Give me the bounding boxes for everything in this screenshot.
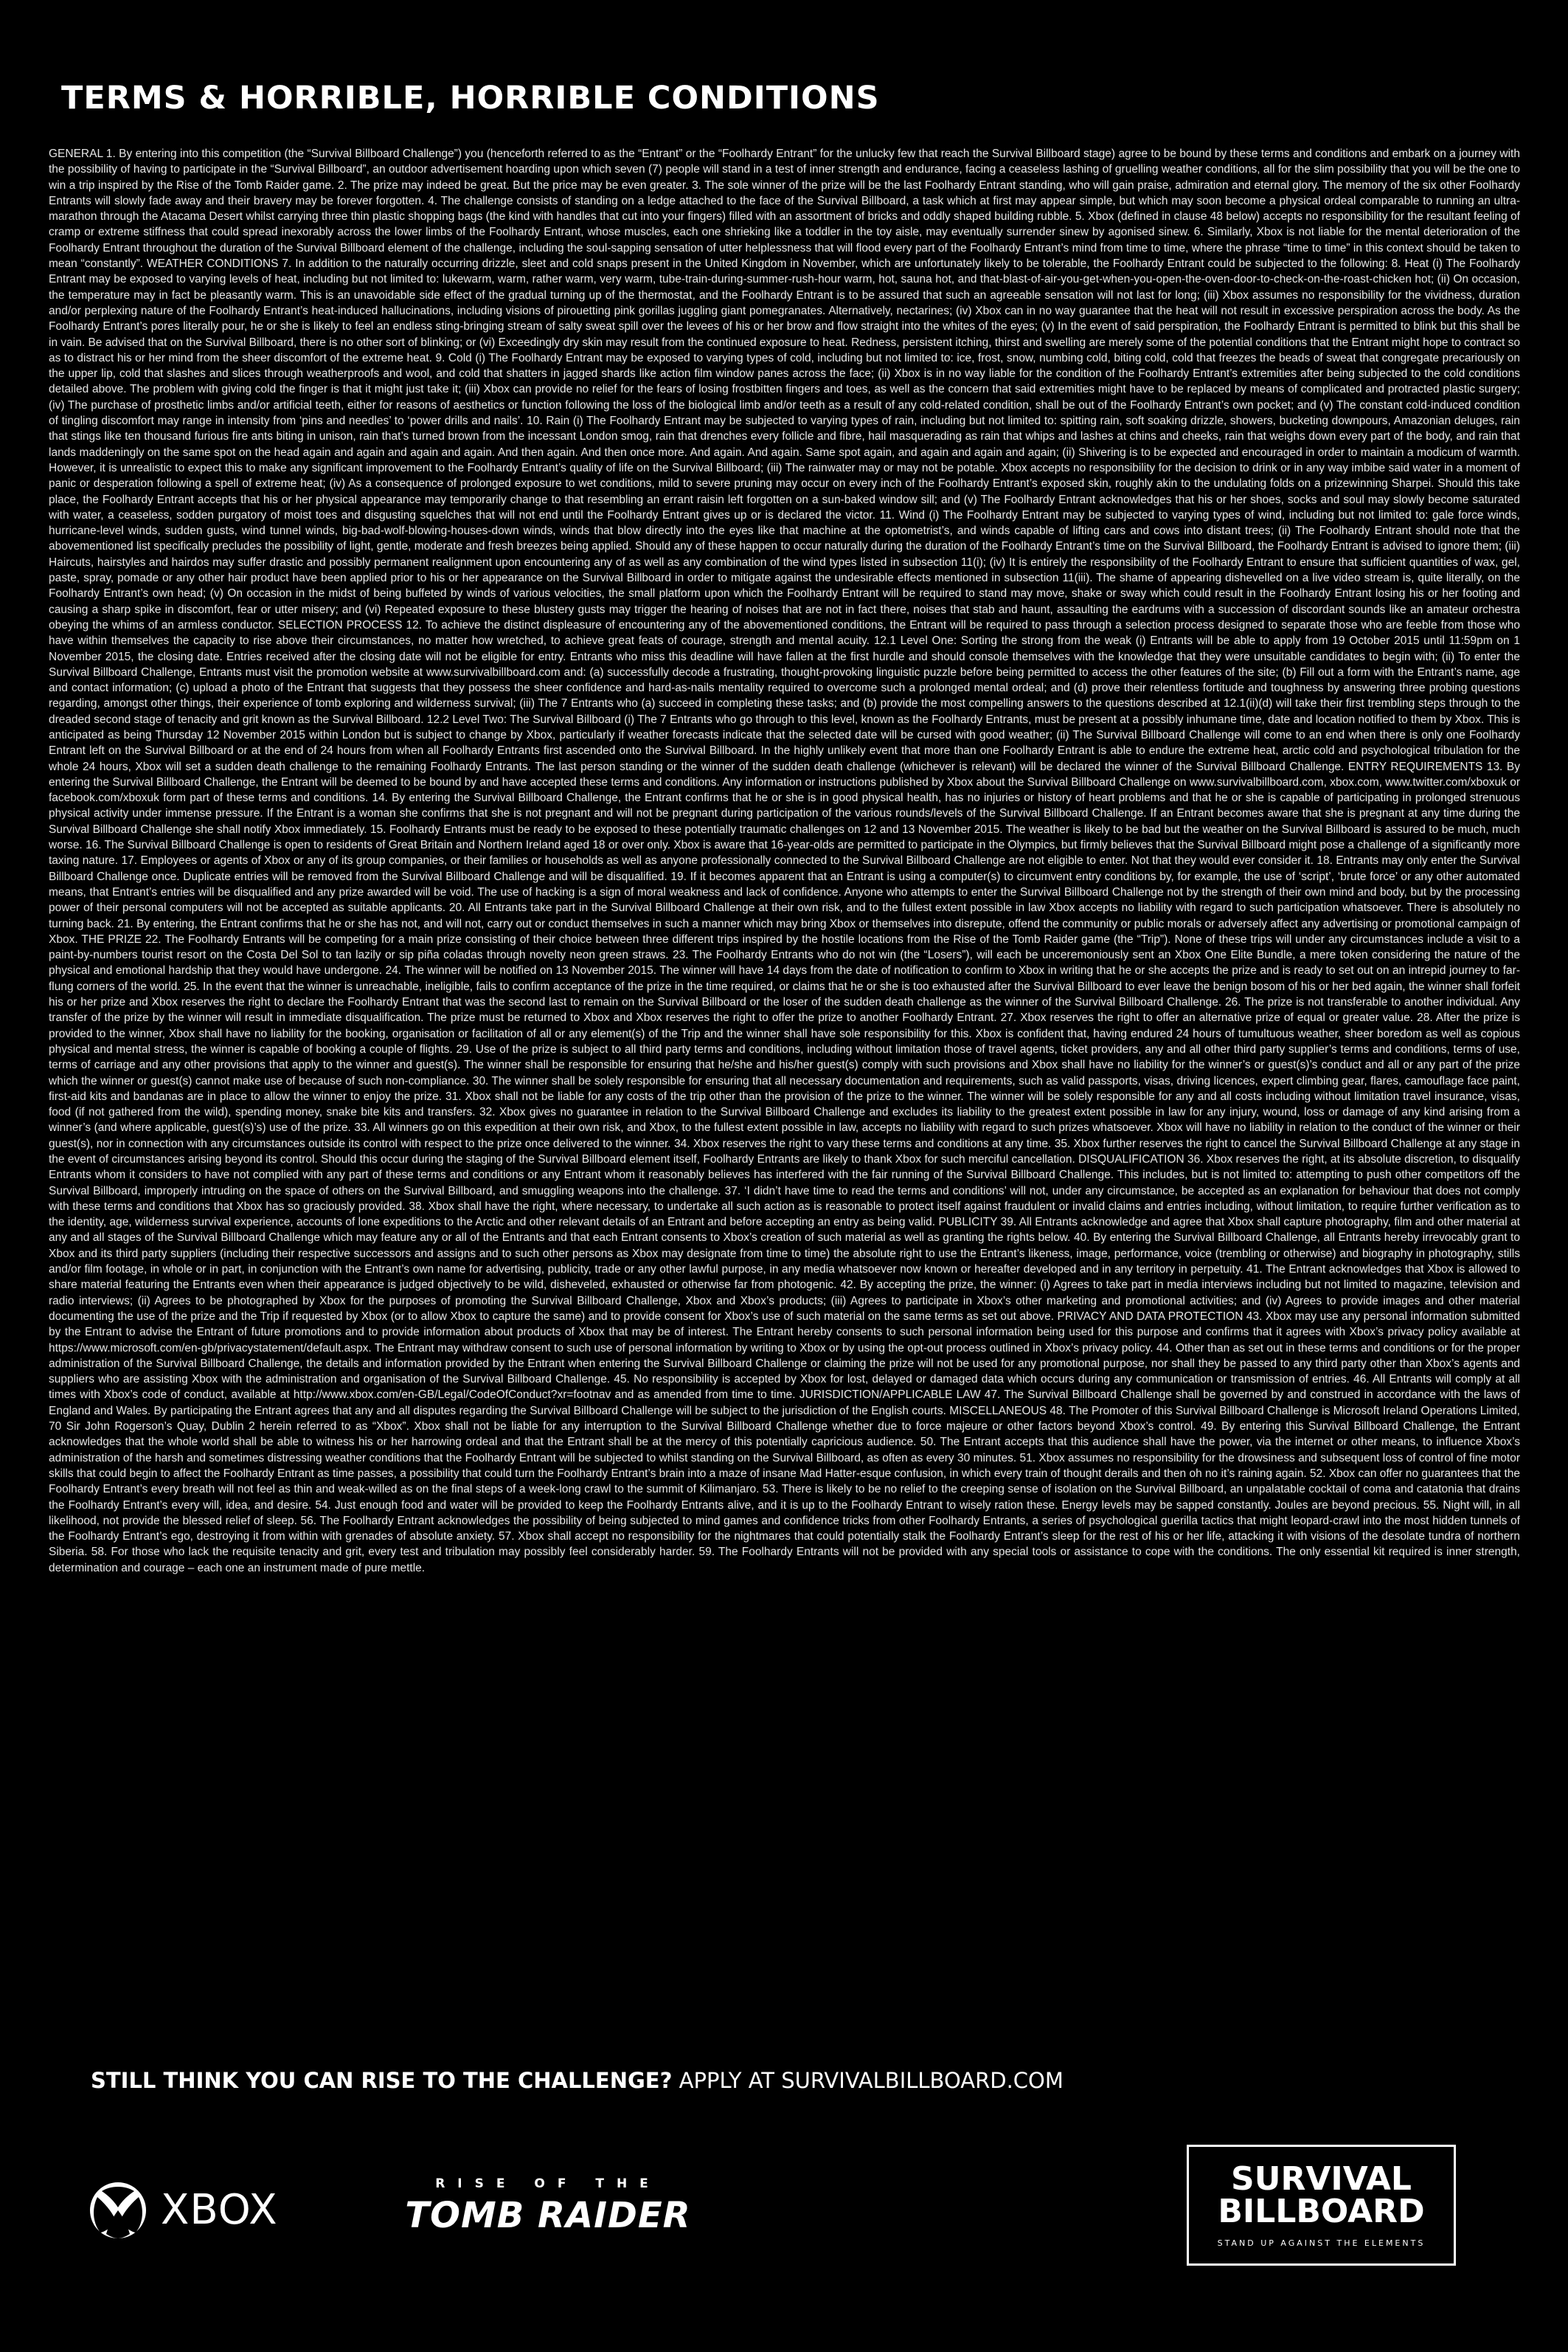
terms-body: GENERAL 1. By entering into this competition (the “Survival Billboard Challenge”) you (henceforth referred to as the “Entrant” or the “Foolhardy Entrant” for the unlucky few that reach the Survival Billboard stage) agree to be bound by these terms and conditions and embark on a journey with the possibility of having to participate in the “Survival Billboard”, an outdoor advertisement hoarding upon which seven (7) people will stand in a test of inner strength and endurance, facing a ceaseless lashing of gruelling weather conditions, all for the slim possibility that you will be the one to win a trip inspired by the Rise of the Tomb Raider game. 2. The prize may indeed be great. But the price may be even greater. 3. The sole winner of the prize will be the last Foolhardy Entrant standing, who will gain praise, admiration and eternal glory. The memory of the six other Foolhardy Entrants will slowly fade away and their bravery may be forever forgotten. 4. The challenge consists of standing on a ledge attached to the face of the Survival Billboard, a task which at first may appear simple, but which may soon become a physical ordeal comparable to running an ultra-marathon through the Atacama Desert whilst carrying three thin plastic shopping bags (the kind with handles that cut into your fingers) filled with an assortment of bricks and oddly shaped building rubble. 5. Xbox (defined in clause 48 below) accepts no responsibility for the resultant feeling of cramp or extreme stiffness that could spread inexorably across the lower limbs of the Foolhardy Entrant, whose muscles, each one shrieking like a toddler in the toy aisle, may eventually surrender sinew by agonised sinew. 6. Similarly, Xbox is not liable for the mental deterioration of the Foolhardy Entrant throughout the duration of the Survival Billboard element of the challenge, including the soul-sapping sensation of utter helplessness that will flood every part of the Foolhardy Entrant’s mind from time to time, where the phrase “time to time” in this context should be taken to mean “constantly”. WEATHER CONDITIONS 7. In addition to the naturally occurring drizzle, sleet and cold snaps present in the United Kingdom in November, which are unfortunately likely to be tolerable, the Foolhardy Entrant could be subjected to the following: 8. Heat (i) The Foolhardy Entrant may be exposed to varying levels of heat, including but not limited to: lukewarm, warm, rather warm, very warm, tube-train-during-summer-rush-hour warm, hot, sauna hot, and that-blast-of-air-you-get-when-you-open-the-oven-door-to-check-on-the-roast-chicken hot; (ii) On occasion, the temperature may in fact be pleasantly warm. This is an unavoidable side effect of the gradual turning up of the thermostat, and the Foolhardy Entrant is to be assured that such an agreeable sensation will not last for long; (iii) Xbox assumes no responsibility for the vividness, duration and/or perplexing nature of the Foolhardy Entrant’s heat-induced hallucinations, including visions of pirouetting pink gorillas juggling giant pomegranates. Alternatively, nectarines; (iv) Xbox can in no way guarantee that the heat will not result in excessive perspiration across the body. As the Foolhardy Entrant’s pores literally pour, he or she is likely to feel an endless sting-bringing stream of salty sweat spill over the levees of his or her brow and flow straight into the whites of the eyes; (v) In the event of said perspiration, the Foolhardy Entrant is permitted to blink but this shall be in vain. Be advised that on the Survival Billboard, there is no other sort of blinking; or (vi) Exceedingly dry skin may result from the continued exposure to heat. Redness, persistent itching, thirst and swelling are merely some of the potential conditions that the Entrant might hope to contract so as to distract his or her mind from the sheer discomfort of the extreme heat. 9. Cold (i) The Foolhardy Entrant may be exposed to varying types of cold, including but not limited to: ice, frost, snow, numbing cold, biting cold, cold that freezes the beads of sweat that congregate precariously on the upper lip, cold that slashes and slices through weatherproofs and wool, and cold that shatters in jagged shards like action film window panes across the face; (ii) Xbox is in no way liable for the condition of the Foolhardy Entrant’s extremities after being subjected to the cold conditions detailed above. The problem with giving cold the finger is that it might just take it; (iii) Xbox can provide no relief for the fears of losing frostbitten fingers and toes, as well as the concern that said extremities might have to be replaced by means of complicated and protracted plastic surgery; (iv) The purchase of prosthetic limbs and/or artificial teeth, either for reasons of aesthetics or function following the loss of the biological limb and/or teeth as a result of any cold-related condition, shall be out of the Foolhardy Entrant’s own pocket; and (v) The constant cold-induced condition of tingling discomfort may range in intensity from ‘pins and needles’ to ‘power drills and nails’. 10. Rain (i) The Foolhardy Entrant may be subjected to varying types of rain, including but not limited to: spitting rain, soft soaking drizzle, showers, bucketing downpours, Amazonian deluges, rain that stings like ten thousand furious fire ants biting in unison, rain that’s turned brown from the incessant London smog, rain that drenches every follicle and fibre, hail masquerading as rain that whips and lashes at chins and cheeks, rain that weighs down every part of the body, and rain that lands maddeningly on the same spot on the head again and again and again and again. And then again. And then once more. And again. And again. Same spot again, and again and again and again; (ii) Shivering is to be expected and encouraged in order to maintain a modicum of warmth. However, it is unrealistic to expect this to make any significant improvement to the Foolhardy Entrant’s quality of life on the Survival Billboard; (iii) The rainwater may or may not be potable. Xbox accepts no responsibility for the decision to drink or in any way imbibe said water in a moment of panic or desperation following a spell of extreme heat; (iv) As a consequence of prolonged exposure to wet conditions, mild to severe pruning may occur on every inch of the Foolhardy Entrant’s exposed skin, roughly akin to the undulating folds on a prizewinning Sharpei. Should this take place, the Foolhardy Entrant accepts that his or her physical appearance may temporarily change to that resembling an errant raisin left forgotten on a sun-baked window sill; and (v) The Foolhardy Entrant acknowledges that his or her shoes, socks and soul may slowly become saturated with water, a ceaseless, sodden purgatory of moist toes and disgusting squelches that will not end until the Foolhardy Entrant gives up or is declared the victor. 11. Wind (i) The Foolhardy Entrant may be subjected to varying types of wind, including but not limited to: gale force winds, hurricane-level winds, sudden gusts, wind tunnel winds, big-bad-wolf-blowing-houses-down winds, winds that blow directly into the eyes like that machine at the optometrist’s, and winds capable of lifting cars and cows into distant trees; (ii) The Foolhardy Entrant should note that the abovementioned list specifically precludes the possibility of light, gentle, moderate and fresh breezes being applied. Should any of these happen to occur naturally during the duration of the Foolhardy Entrant’s time on the Survival Billboard, the Foolhardy Entrant is advised to ignore them; (iii) Haircuts, hairstyles and hairdos may suffer drastic and possibly permanent realignment upon encountering any of as well as any combination of the wind types listed in subsection 11(i); (iv) It is entirely the responsibility of the Foolhardy Entrant to ensure that sufficient quantities of wax, gel, paste, spray, pomade or any other hair product have been applied prior to his or her appearance on the Survival Billboard in order to mitigate against the undesirable effects mentioned in subsection 11(iii). The shame of appearing dishevelled on a live video stream is, quite literally, on the Foolhardy Entrant’s own head; (v) On occasion in the midst of being buffeted by winds of various velocities, the small platform upon which the Foolhardy Entrant will be required to stand may move, shake or sway which could result in the Foolhardy Entrant losing his or her footing and causing a sharp spike in discomfort, fear or utter misery; and (vi) Repeated exposure to these blustery gusts may trigger the hearing of noises that are not in fact there, noises that stab and haunt, assaulting the eardrums with a succession of discordant sounds like an amateur orchestra obeying the whims of an armless conductor. SELECTION PROCESS 12. To achieve the distinct displeasure of encountering any of the abovementioned conditions, the Entrant will be required to pass through a selection process designed to separate those who are feeble from those who have within themselves the capacity to rise above their circumstances, no matter how wretched, to achieve great feats of courage, strength and mental acuity. 12.1 Level One: Sorting the strong from the weak (i) Entrants will be able to apply from 19 October 2015 until 11:59pm on 1 November 2015, the closing date. Entries received after the closing date will not be eligible for entry. Entrants who miss this deadline will have fallen at the first hurdle and should console themselves with the knowledge that they were unsuitable candidates to begin with; (ii) To enter the Survival Billboard Challenge, Entrants must visit the promotion website at www.survivalbillboard.com and: (a) successfully decode a frustrating, thought-provoking linguistic puzzle before being permitted to access the other features of the site; (b) Fill out a form with the Entrant’s name, age and contact information; (c) upload a photo of the Entrant that suggests that they possess the sheer confidence and hard-as-nails mentality required to overcome such a prolonged mental ordeal; and (d) prove their relentless fortitude and toughness by answering three probing questions regarding, amongst other things, their experience of tomb exploring and wilderness survival; (iii) The 7 Entrants who (a) succeed in completing these tasks; and (b) provide the most compelling answers to the questions described at 12.1(ii)(d) will take their first trembling steps through to the dreaded second stage of tenacity and grit known as the Survival Billboard. 12.2 Level Two: The Survival Billboard (i) The 7 Entrants who go through to this level, known as the Foolhardy Entrants, must be present at a possibly inhumane time, date and location notified to them by Xbox. This is anticipated as being Thursday 12 November 2015 within London but is subject to change by Xbox, particularly if weather forecasts indicate that the selected date will be cursed with good weather; (ii) The Survival Billboard Challenge will come to an end when there is only one Foolhardy Entrant left on the Survival Billboard or at the end of 24 hours from when all Foolhardy Entrants first ascended onto the Survival Billboard. In the highly unlikely event that more than one Foolhardy Entrant is able to endure the extreme heat, arctic cold and psychological tribulation for the whole 24 hours, Xbox will set a sudden death challenge to the remaining Foolhardy Entrants. The last person standing or the winner of the sudden death challenge (whichever is relevant) will be declared the winner of the Survival Billboard Challenge. ENTRY REQUIREMENTS 13. By entering the Survival Billboard Challenge, the Entrant will be deemed to be bound by and have accepted these terms and conditions. Any information or instructions published by Xbox about the Survival Billboard Challenge on www.survivalbillboard.com, xbox.com, www.twitter.com/xboxuk or facebook.com/xboxuk form part of these terms and conditions. 14. By entering the Survival Billboard Challenge, the Entrant confirms that he or she is in good physical health, has no injuries or history of heart problems and that he or she is capable of participating in prolonged strenuous physical activity under immense pressure. If the Entrant is a woman she confirms that she is not pregnant and will not be pregnant during participation of the various rounds/levels of the Survival Billboard Challenge. If an Entrant becomes aware that she is pregnant at any time during the Survival Billboard Challenge she shall notify Xbox immediately. 15. Foolhardy Entrants must be ready to be exposed to these potentially traumatic challenges on 12 and 13 November 2015. The weather is likely to be bad but the weather on the Survival Billboard is assured to be much, much worse. 16. The Survival Billboard Challenge is open to residents of Great Britain and Northern Ireland aged 18 or over only. Xbox is aware that 16-year-olds are permitted to participate in the Olympics, but firmly believes that the Survival Billboard might pose a challenge of a significantly more taxing nature. 17. Employees or agents of Xbox or any of its group companies, or their families or households as well as anyone professionally connected to the Survival Billboard Challenge are not eligible to enter. Not that they would ever consider it. 18. Entrants may only enter the Survival Billboard Challenge once. Duplicate entries will be removed from the Survival Billboard Challenge and will be disqualified. 19. If it becomes apparent that an Entrant is using a computer(s) to circumvent entry conditions by, for example, the use of ‘script’, ‘brute force’ or any other automated means, that Entrant’s entries will be disqualified and any prize awarded will be void. The use of hacking is a sign of moral weakness and lack of confidence. Anyone who attempts to enter the Survival Billboard Challenge not by the strength of their own mind and body, but by the processing power of their personal computers will not be accepted as suitable applicants. 20. All Entrants take part in the Survival Billboard Challenge at their own risk, and to the fullest extent possible in law Xbox accepts no liability with regard to such participation whatsoever. There is absolutely no turning back. 21. By entering, the Entrant confirms that he or she has not, and will not, carry out or conduct themselves in such a manner which may bring Xbox or themselves into disrepute, offend the community or public morals or adversely affect any advertising or promotional campaign of Xbox. THE PRIZE 22. The Foolhardy Entrants will be competing for a main prize consisting of their choice between three different trips inspired by the hostile locations from the Rise of the Tomb Raider game (the “Trip”). None of these trips will under any circumstances include a visit to a paint-by-numbers tourist resort on the Costa Del Sol to tan lazily or sip piña coladas through novelty neon green straws. 23. The Foolhardy Entrants who do not win (the “Losers”), will each be unceremoniously sent an Xbox One Elite Bundle, a mere token considering the nature of the physical and emotional hardship that they would have undergone. 24. The winner will be notified on 13 November 2015. The winner will have 14 days from the date of notification to confirm to Xbox in writing that he or she accepts the prize and is ready to set out on an intrepid journey to far-flung corners of the world. 25. In the event that the winner is unreachable, ineligible, fails to confirm acceptance of the prize in the time required, or claims that he or she is too exhausted after the Survival Billboard to ever leave the benign bosom of his or her bed again, the winner shall forfeit his or her prize and Xbox reserves the right to declare the Foolhardy Entrant that was the second last to remain on the Survival Billboard or the loser of the sudden death challenge as the winner of the Survival Billboard Challenge. 26. The prize is not transferable to another individual. Any transfer of the prize by the winner will result in immediate disqualification. The prize must be returned to Xbox and Xbox reserves the right to offer the prize to another Foolhardy Entrant. 27. Xbox reserves the right to offer an alternative prize of equal or greater value. 28. After the prize is provided to the winner, Xbox shall have no liability for the booking, organisation or facilitation of all or any element(s) of the Trip and the winner shall have sole responsibility for this. Xbox is confident that, having endured 24 hours of tumultuous weather, sheer boredom as well as copious physical and mental stress, the winner is capable of booking a couple of flights. 29. Use of the prize is subject to all third party terms and conditions, including without limitation those of travel agents, ticket providers, any and all other third party supplier’s terms and conditions, terms of use, terms of carriage and any other provisions that apply to the winner and guest(s). The winner shall be responsible for ensuring that he/she and his/her guest(s) comply with such provisions and Xbox shall have no liability for the winner’s or guest(s)’s conduct and all or any part of the prize which the winner or guest(s) cannot make use of because of such non-compliance. 30. The winner shall be solely responsible for ensuring that all necessary documentation and requirements, such as valid passports, visas, driving licences, expert climbing gear, flares, camouflage face paint, first-aid kits and bandanas are in place to allow the winner to enjoy the prize. 31. Xbox shall not be liable for any costs of the trip other than the provision of the prize to the winner. The winner will be solely responsible for any and all costs including without limitation travel insurance, visas, food (if not gathered from the wild), spending money, snake bite kits and transfers. 32. Xbox gives no guarantee in relation to the Survival Billboard Challenge and excludes its liability to the greatest extent possible in law for any injury, wound, loss or damage of any kind arising from a winner’s (and where applicable, guest(s)’s) use of the prize. 33. All winners go on this expedition at their own risk, and Xbox, to the fullest extent possible in law, accepts no liability with regard to such prizes whatsoever. Xbox will have no liability in relation to the conduct of the winner or their guest(s), nor in connection with any circumstances outside its control with respect to the prize once delivered to the winner. 34. Xbox reserves the right to vary these terms and conditions at any time. 35. Xbox further reserves the right to cancel the Survival Billboard Challenge at any stage in the event of circumstances arising beyond its control. Should this occur during the staging of the Survival Billboard element itself, Foolhardy Entrants are likely to thank Xbox for such merciful cancellation. DISQUALIFICATION 36. Xbox reserves the right, at its absolute discretion, to disqualify Entrants whom it considers to have not complied with any part of these terms and conditions or any Entrant whom it reasonably believes has interfered with the fair running of the Survival Billboard Challenge. This includes, but is not limited to: attempting to push other competitors off the Survival Billboard, improperly intruding on the space of others on the Survival Billboard, and smuggling weapons into the challenge. 37. ‘I didn’t have time to read the terms and conditions’ will not, under any circumstance, be accepted as an explanation for behaviour that does not comply with these terms and conditions that Xbox has so graciously provided. 38. Xbox shall have the right, where necessary, to undertake all such action as is reasonable to protect itself against fraudulent or invalid claims and entries including, without limitation, to require further verification as to the identity, age, wilderness survival experience, accounts of lone expeditions to the Arctic and other relevant details of an Entrant and before accepting an entry as being valid. PUBLICITY 39. All Entrants acknowledge and agree that Xbox shall capture photography, film and other material at any and all stages of the Survival Billboard Challenge which may feature any or all of the Entrants and that each Entrant consents to Xbox’s creation of such material as well as granting the rights below. 40. By entering the Survival Billboard Challenge, all Entrants hereby irrevocably grant to Xbox and its third party suppliers (including their respective successors and assigns and to such other persons as Xbox may designate from time to time) the absolute right to use the Entrant’s likeness, image, performance, voice (trembling or otherwise) and biography in photography, stills and/or film footage, in whole or in part, in conjunction with the Entrant’s own name for advertising, publicity, trade or any other lawful purpose, in any media whatsoever now known or hereafter developed and in any territory in perpetuity. 41. The Entrant acknowledges that Xbox is allowed to share material featuring the Entrants even when their appearance is judged objectively to be wild, disheveled, exhausted or otherwise far from photogenic. 42. By accepting the prize, the winner: (i) Agrees to take part in media interviews including but not limited to magazine, television and radio interviews; (ii) Agrees to be photographed by Xbox for the purposes of promoting the Survival Billboard Challenge, Xbox and Xbox’s products; (iii) Agrees to participate in Xbox’s other marketing and promotional activities; and (iv) Agrees to provide images and other material documenting the use of the prize and the Trip if requested by Xbox (or to allow Xbox to capture the same) and to provide consent for Xbox’s use of such material on the same terms as set out above. PRIVACY AND DATA PROTECTION 43. Xbox may use any personal information submitted by the Entrant to advise the Entrant of future promotions and to provide information about products of Xbox that may be of interest. The Entrant hereby consents to such personal information being used for this purpose and confirms that it agrees with Xbox’s privacy policy available at https://www.microsoft.com/en-gb/privacystatement/default.aspx. The Entrant may withdraw consent to such use of personal information by writing to Xbox or by using the opt-out process outlined in Xbox’s privacy policy. 44. Other than as set out in these terms and conditions or for the proper administration of the Survival Billboard Challenge, the details and information provided by the Entrant when entering the Survival Billboard Challenge or claiming the prize will not be used for any promotional purpose, nor shall they be passed to any third party other than Xbox’s agents and suppliers who are assisting Xbox with the administration and organisation of the Survival Billboard Challenge. 45. No responsibility is accepted by Xbox for lost, delayed or damaged data which occurs during any communication or transmission of entries. 46. All Entrants will comply at all times with Xbox’s code of conduct, available at http://www.xbox.com/en-GB/Legal/CodeOfConduct?xr=footnav and as amended from time to time. JURISDICTION/APPLICABLE LAW 47. The Survival Billboard Challenge shall be governed by and construed in accordance with the laws of England and Wales. By participating the Entrant agrees that any and all disputes regarding the Survival Billboard Challenge will be subject to the jurisdiction of the English courts. MISCELLANEOUS 48. The Promoter of this Survival Billboard Challenge is Microsoft Ireland Operations Limited, 70 Sir John Rogerson’s Quay, Dublin 2 herein referred to as “Xbox”. Xbox shall not be liable for any interruption to the Survival Billboard Challenge whether due to force majeure or other factors beyond Xbox’s control. 49. By entering this Survival Billboard Challenge, the Entrant acknowledges that the whole world shall be able to witness his or her harrowing ordeal and that the Entrant shall be at the mercy of this potentially capricious audience. 50. The Entrant accepts that this audience shall have the power, via the internet or other means, to influence Xbox’s administration of the harsh and sometimes distressing weather conditions that the Foolhardy Entrant will be subjected to whilst standing on the Survival Billboard, as often as every 30 minutes. 51. Xbox assumes no responsibility for the drowsiness and subsequent loss of control of fine motor skills that could begin to affect the Foolhardy Entrant as time passes, a possibility that could turn the Foolhardy Entrant’s brain into a maze of insane Mad Hatter-esque confusion, in which every train of thought derails and then oh no it’s raining again. 52. Xbox can offer no guarantees that the Foolhardy Entrant’s every breath will not feel as thin and weak-willed as on the final steps of a week-long crawl to the summit of Kilimanjaro. 53. There is likely to be no relief to the creeping sense of isolation on the Survival Billboard, an unpalatable cocktail of coma and catatonia that drains the Foolhardy Entrant’s every will, idea, and desire. 54. Just enough food and water will be provided to keep the Foolhardy Entrants alive, and it is up to the Foolhardy Entrant to wisely ration these. Energy levels may be sapped constantly. Joules are beyond precious. 55. Night will, in all likelihood, not provide the blessed relief of sleep. 56. The Foolhardy Entrant acknowledges the possibility of being subjected to mind games and confidence tricks from other Foolhardy Entrants, a series of psychological guerilla tactics that might leopard-crawl into the most hidden tunnels of the Foolhardy Entrant’s ego, destroying it from within with grenades of absolute anxiety. 57. Xbox shall accept no responsibility for the nightmares that could potentially stalk the Foolhardy Entrant’s sleep for the rest of his or her life, attacking it with visions of the desolate tundra of northern Siberia. 58. For those who lack the requisite tenacity and grit, every test and tribulation may possibly feel considerably harder. 59. The Foolhardy Entrants will not be provided with any special tools or assistance to cope with the conditions. The only essential kit required is inner strength, determination and courage – each one an instrument made of pure mettle.: [49, 148, 1520, 1574]
survival-billboard-logo: [1187, 2145, 1456, 2266]
xbox-wordmark: XBOX: [161, 2186, 278, 2234]
tomb-raider-logo-line2: TOMB RAIDER: [405, 2195, 691, 2236]
tomb-raider-logo: [400, 2176, 695, 2236]
cta-question: STILL THINK YOU CAN RISE TO THE CHALLENGE?: [91, 2068, 673, 2093]
tomb-raider-logo-line1: RISE OF THE: [435, 2176, 661, 2191]
survival-billboard-tagline: STAND UP AGAINST THE ELEMENTS: [1217, 2238, 1426, 2248]
survival-billboard-logo-line2: BILLBOARD: [1218, 2193, 1425, 2230]
call-to-action: [91, 2070, 1064, 2092]
page-title: TERMS & HORRIBLE, HORRIBLE CONDITIONS: [61, 80, 880, 117]
survival-billboard-logo-line1: SURVIVAL: [1231, 2160, 1412, 2198]
xbox-logo: [89, 2181, 278, 2240]
xbox-sphere-icon: [89, 2181, 148, 2240]
cta-apply-link[interactable]: APPLY AT SURVIVALBILLBOARD.COM: [672, 2068, 1064, 2093]
